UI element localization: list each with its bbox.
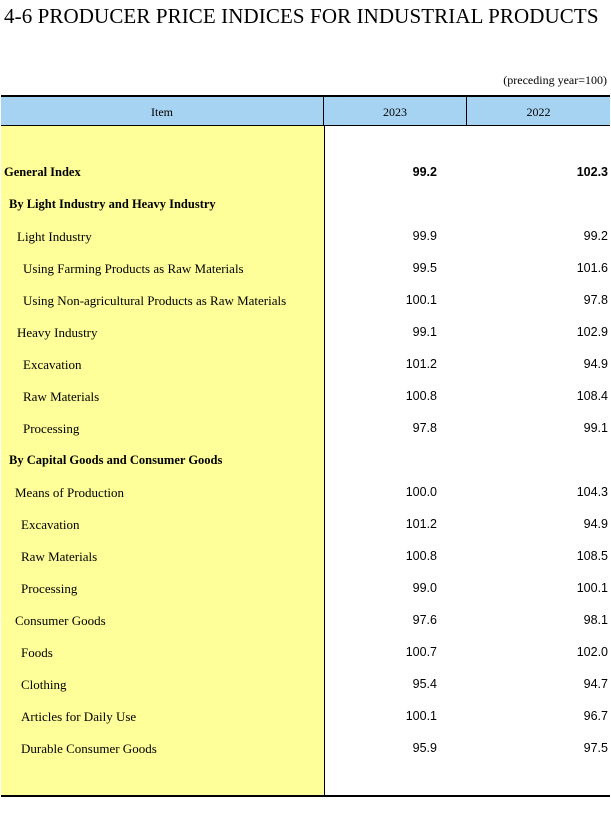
value-2022: 94.7: [583, 677, 608, 691]
row-label: Excavation: [21, 517, 80, 532]
table-row: [1, 318, 610, 350]
table-row: [1, 638, 610, 670]
value-2023: 99.2: [412, 165, 437, 179]
value-2022: 97.5: [583, 741, 608, 755]
row-label: Excavation: [23, 357, 82, 372]
value-2023: 100.1: [405, 709, 437, 723]
value-2022: 102.9: [576, 325, 608, 339]
row-label: Light Industry: [17, 229, 92, 244]
value-2023: 100.8: [405, 389, 437, 403]
row-label: Consumer Goods: [15, 613, 106, 628]
value-2023: 101.2: [405, 357, 437, 371]
value-2023: 99.5: [412, 261, 437, 275]
value-2023: 99.1: [412, 325, 437, 339]
value-2022: 100.1: [576, 581, 608, 595]
value-2022: 97.8: [583, 293, 608, 307]
value-2022: 94.9: [583, 517, 608, 531]
row-label: Processing: [21, 581, 78, 596]
value-2022: 101.6: [576, 261, 608, 275]
row-label: Heavy Industry: [17, 325, 98, 340]
page-title: 4-6 PRODUCER PRICE INDICES FOR INDUSTRIAL PRODUCTS: [4, 4, 599, 28]
table-row: [1, 190, 610, 222]
table-row: [1, 510, 610, 542]
column-header-2022: 2022: [526, 105, 551, 119]
row-label: Articles for Daily Use: [21, 709, 137, 724]
row-label: Raw Materials: [23, 389, 100, 404]
column-header-2023: 2023: [324, 97, 467, 125]
value-2022: 104.3: [576, 485, 608, 499]
section-label: By Light Industry and Heavy Industry: [9, 197, 216, 211]
value-2022: 102.0: [576, 645, 608, 659]
row-label: Processing: [23, 421, 80, 436]
table-row: [1, 542, 610, 574]
value-2022: 98.1: [583, 613, 608, 627]
value-2023: 101.2: [405, 517, 437, 531]
row-label: Means of Production: [15, 485, 125, 500]
value-2023: 100.8: [405, 549, 437, 563]
value-2023: 99.9: [412, 229, 437, 243]
table-row: [1, 478, 610, 510]
base-note: (preceding year=100): [503, 73, 607, 87]
value-2022: 108.4: [576, 389, 608, 403]
table-row: [1, 222, 610, 254]
table-row: [1, 414, 610, 446]
value-2023: 100.7: [405, 645, 437, 659]
row-label: Clothing: [21, 677, 67, 692]
table-row: [1, 350, 610, 382]
value-2023: 99.0: [412, 581, 437, 595]
value-2023: 100.1: [405, 293, 437, 307]
value-2022: 99.1: [583, 421, 608, 435]
row-label: Durable Consumer Goods: [21, 741, 157, 756]
table-row: [1, 446, 610, 478]
row-label: Using Non-agricultural Products as Raw Materials: [23, 293, 287, 308]
table-row: [1, 574, 610, 606]
value-2023: 97.6: [412, 613, 437, 627]
table-row: [1, 254, 610, 286]
table-row: [1, 734, 610, 766]
value-2022: 102.3: [576, 165, 608, 179]
table-header: [1, 97, 610, 126]
table-row: [1, 606, 610, 638]
row-label: Using Farming Products as Raw Materials: [23, 261, 244, 276]
value-2022: 99.2: [583, 229, 608, 243]
row-label: Raw Materials: [21, 549, 98, 564]
table-row: [1, 670, 610, 702]
price-index-table: [1, 95, 610, 798]
row-label: Foods: [21, 645, 53, 660]
value-2023: 95.9: [412, 741, 437, 755]
row-label: General Index: [4, 165, 81, 179]
table-row: [1, 702, 610, 734]
value-2023: 100.0: [405, 485, 437, 499]
section-label: By Capital Goods and Consumer Goods: [9, 453, 223, 467]
value-2023: 95.4: [412, 677, 437, 691]
table-bottom-rule: [1, 795, 610, 797]
value-2022: 108.5: [576, 549, 608, 563]
table-row: [1, 158, 610, 190]
value-2022: 96.7: [583, 709, 608, 723]
table-row: [1, 286, 610, 318]
column-header-item: Item: [1, 97, 324, 125]
value-2023: 97.8: [412, 421, 437, 435]
table-row: [1, 382, 610, 414]
value-2022: 94.9: [583, 357, 608, 371]
table-body: [1, 158, 610, 766]
